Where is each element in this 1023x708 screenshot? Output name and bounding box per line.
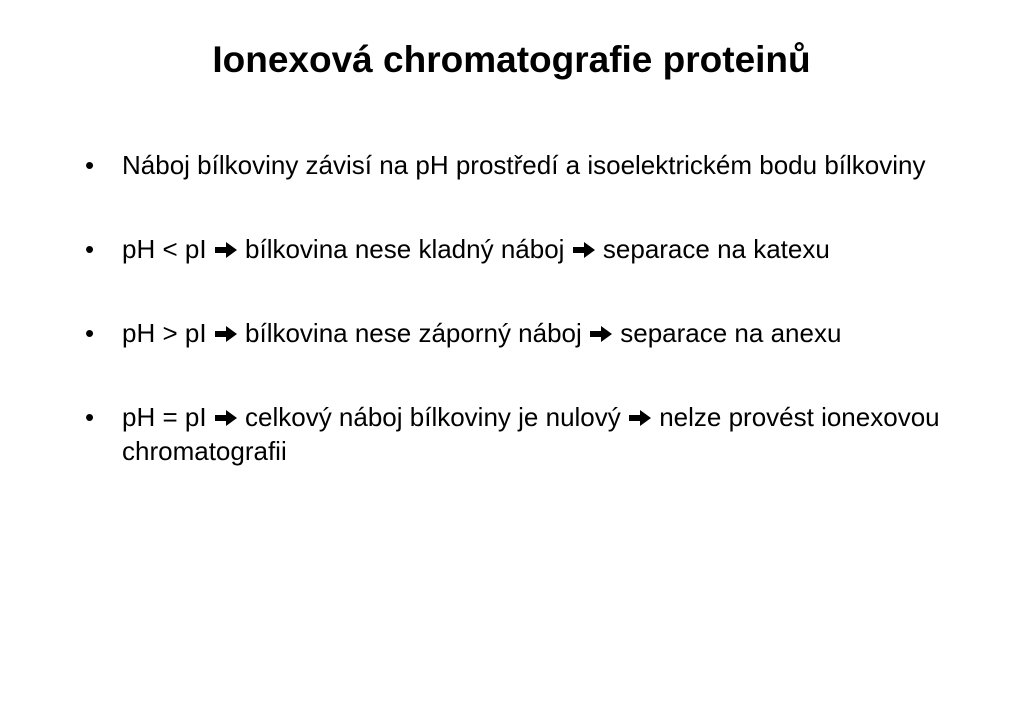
arrow-right-icon (572, 241, 596, 259)
bullet-result: nelze provést ionexovou chromatografii (122, 402, 947, 466)
bullet-item-ph-below-pi (85, 232, 945, 266)
bullet-text: Náboj bílkoviny závisí na pH prostředí a isoelektrickém bodu bílkoviny (122, 150, 926, 180)
bullet-condition: pH < pI (122, 234, 214, 264)
bullet-consequence: bílkovina nese kladný náboj (237, 234, 572, 264)
bullet-result: separace na anexu (613, 318, 842, 348)
bullet-marker: • (85, 234, 95, 264)
bullet-item-charge-dependence (85, 148, 945, 182)
arrow-right-icon (214, 325, 238, 343)
bullet-marker: • (85, 318, 95, 348)
arrow-right-icon (214, 241, 238, 259)
arrow-right-icon (214, 409, 238, 427)
bullet-list (85, 148, 945, 518)
arrow-right-icon (589, 325, 613, 343)
bullet-item-ph-equals-pi (85, 400, 945, 468)
bullet-consequence: bílkovina nese záporný náboj (237, 318, 590, 348)
bullet-result: separace na katexu (595, 234, 830, 264)
bullet-consequence: celkový náboj bílkoviny je nulový (237, 402, 628, 432)
bullet-marker: • (85, 150, 95, 180)
bullet-condition: pH > pI (122, 318, 214, 348)
bullet-marker: • (85, 402, 95, 432)
slide-title: Ionexová chromatografie proteinů (212, 39, 811, 80)
arrow-right-icon (628, 409, 652, 427)
bullet-condition: pH = pI (122, 402, 214, 432)
bullet-item-ph-above-pi (85, 316, 945, 350)
